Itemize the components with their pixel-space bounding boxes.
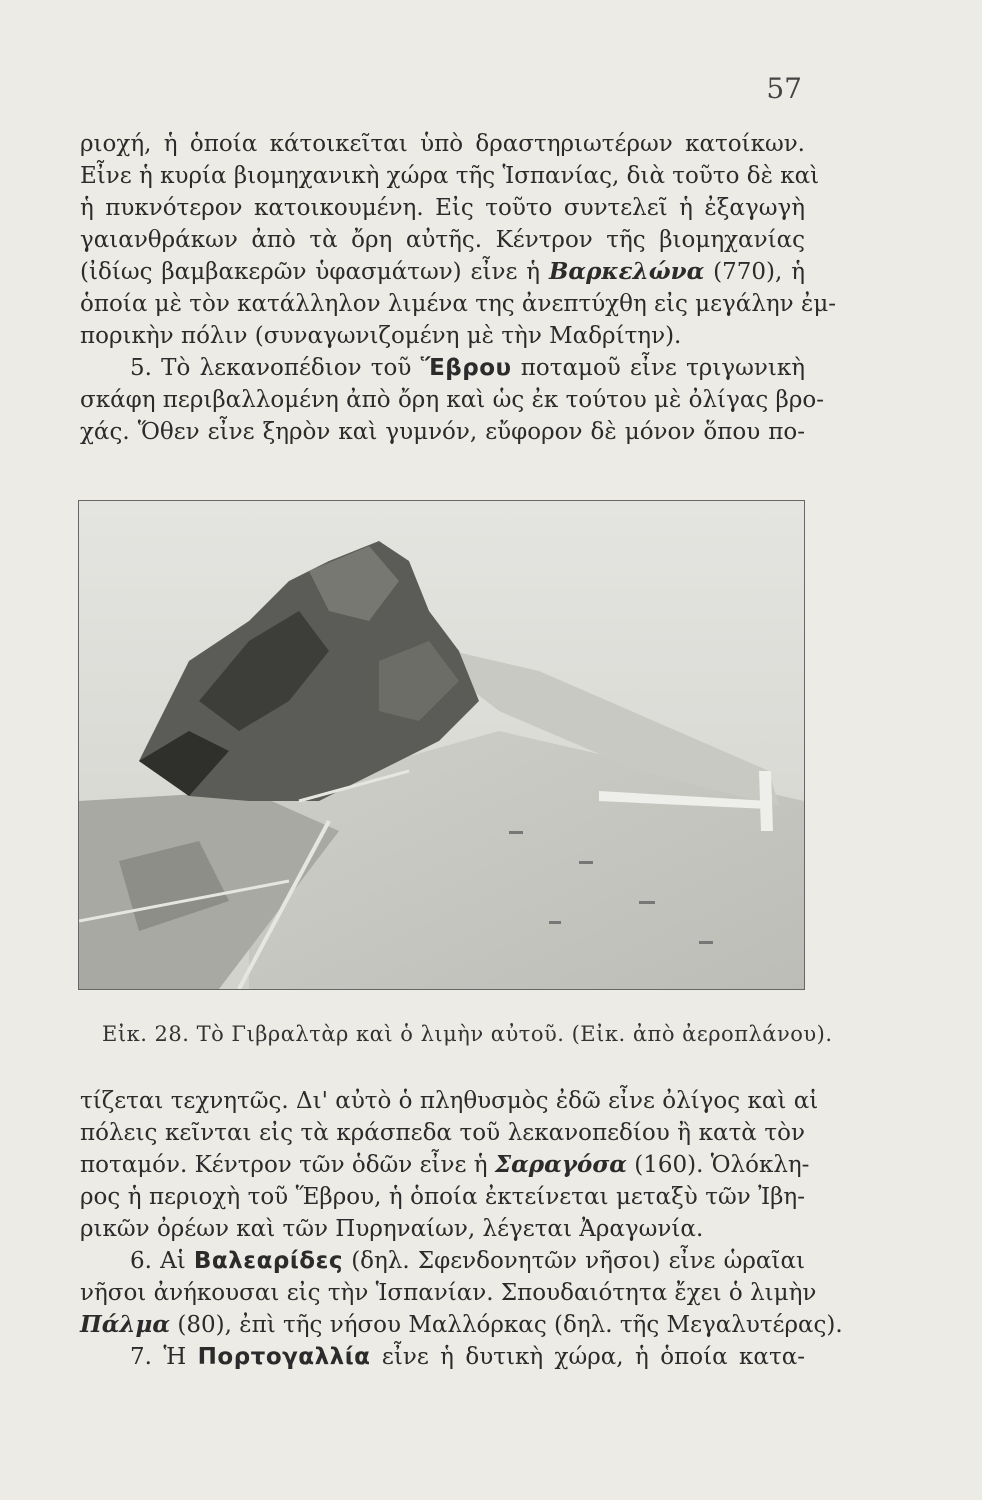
text-block-top — [80, 128, 837, 448]
text-line: σκάφη περιβαλλομένη ἀπὸ ὄρη καὶ ὡς ἐκ τούτου μὲ ὀλίγας βρο- — [80, 387, 824, 413]
text-line: χάς. Ὅθεν εἶνε ξηρὸν καὶ γυμνόν, εὔφορον δὲ μόνον ὅπου πο- — [80, 419, 805, 445]
text-line: ὁποία μὲ τὸν κατάλληλον λιμένα της ἀνεπτύχθη εἰς μεγάλην ἐμ- — [80, 291, 837, 317]
place-name-palma: Πάλμα — [80, 1311, 171, 1338]
text-line: τίζεται τεχνητῶς. Δι' αὐτὸ ὁ πληθυσμὸς ἐδῶ εἶνε ὀλίγος καὶ αἱ — [80, 1088, 819, 1114]
text-line: 7. Ἡ Πορτογαλλία εἶνε ἡ δυτικὴ χώρα, ἡ ὁποία κατα- — [130, 1344, 805, 1370]
text-line: γαιανθράκων ἀπὸ τὰ ὄρη αὐτῆς. Κέντρον τῆς βιομηχανίας — [80, 227, 805, 253]
heading-ebro: Ἕβρου — [420, 355, 512, 381]
text-line: πορικὴν πόλιν (συναγωνιζομένη μὲ τὴν Μαδρίτην). — [80, 323, 682, 349]
text-line: ρος ἡ περιοχὴ τοῦ Ἕβρου, ἡ ὁποία ἐκτείνεται μεταξὺ τῶν Ἰβη- — [80, 1184, 805, 1210]
place-name-zaragoza: Σαραγόσα — [494, 1151, 627, 1178]
heading-portugal: Πορτογαλλία — [197, 1344, 371, 1370]
place-name-barcelona: Βαρκελώνα — [548, 258, 705, 285]
text-line: Πάλμα (80), ἐπὶ τῆς νήσου Μαλλόρκας (δηλ. τῆς Μεγαλυτέρας). — [80, 1311, 843, 1338]
text-line: ἡ πυκνότερον κατοικουμένη. Εἰς τοῦτο συντελεῖ ἡ ἐξαγωγὴ — [80, 195, 805, 221]
figure-caption: Εἰκ. 28. Τὸ Γιβραλτὰρ καὶ ὁ λιμὴν αὐτοῦ. (Εἰκ. ἀπὸ ἀεροπλάνου). — [102, 1022, 833, 1046]
heading-balearides: Βαλεαρίδες — [193, 1248, 344, 1274]
text-line: 6. Αἱ Βαλεαρίδες (δηλ. Σφενδονητῶν νῆσοι) εἶνε ὡραῖαι — [130, 1248, 805, 1274]
gibraltar-photo — [78, 500, 805, 990]
text-line: ποταμόν. Κέντρον τῶν ὁδῶν εἶνε ἡ Σαραγόσα (160). Ὁλόκλη- — [80, 1151, 810, 1178]
text-line: πόλεις κεῖνται εἰς τὰ κράσπεδα τοῦ λεκανοπεδίου ἢ κατὰ τὸν — [80, 1120, 805, 1146]
text-line: Εἶνε ἡ κυρία βιομηχανικὴ χώρα τῆς Ἱσπανίας, διὰ τοῦτο δὲ καὶ — [80, 163, 820, 189]
text-line: νῆσοι ἀνήκουσαι εἰς τὴν Ἱσπανίαν. Σπουδαιότητα ἔχει ὁ λιμὴν — [80, 1280, 817, 1306]
text-line: (ἰδίως βαμβακερῶν ὑφασμάτων) εἶνε ἡ Βαρκελώνα (770), ἡ — [80, 258, 805, 285]
text-line: ριοχή, ἡ ὁποία κάτοικεῖται ὑπὸ δραστηριωτέρων κατοίκων. — [80, 131, 805, 157]
text-line: ρικῶν ὀρέων καὶ τῶν Πυρηναίων, λέγεται Ἀραγωνία. — [80, 1216, 704, 1242]
text-block-bottom — [80, 1085, 843, 1373]
page-number: 57 — [766, 72, 802, 105]
text-line: 5. Τὸ λεκανοπέδιον τοῦ Ἕβρου ποταμοῦ εἶνε τριγωνικὴ — [130, 355, 805, 381]
